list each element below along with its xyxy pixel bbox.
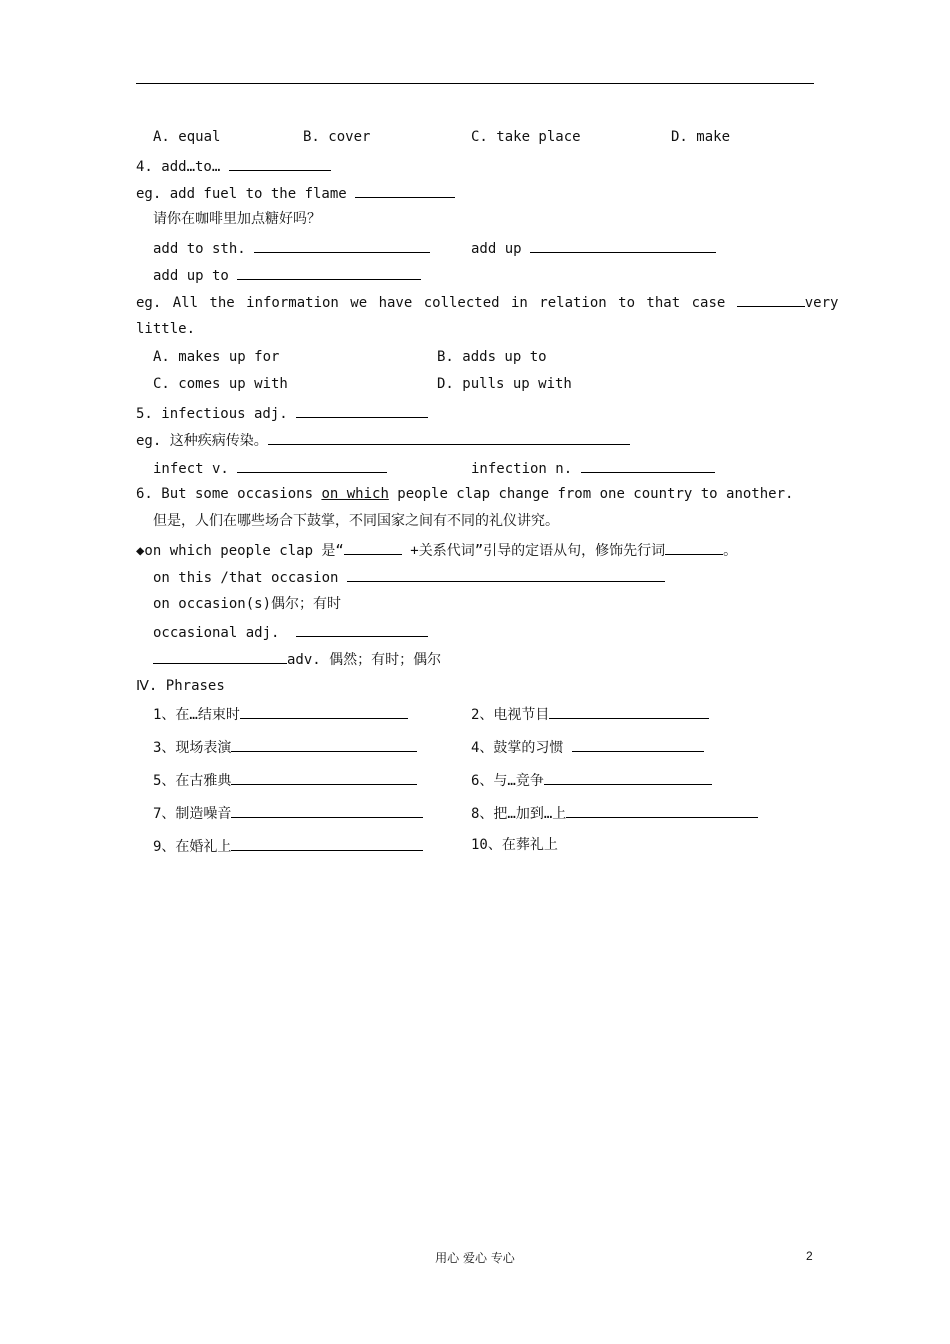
phrase-row xyxy=(471,704,709,724)
phrase-label: 10、在葬礼上 xyxy=(471,837,558,853)
phrases-heading: Ⅳ. Phrases xyxy=(136,678,225,694)
add-to-sth-blank[interactable] xyxy=(254,238,430,253)
phrase-row xyxy=(153,836,423,856)
item4-row xyxy=(136,156,331,176)
item6-text-b: people clap change from one country to another. xyxy=(388,486,794,502)
phrase-blank[interactable] xyxy=(572,737,704,752)
phrase-blank[interactable] xyxy=(240,704,408,719)
item4-option-b: B. adds up to xyxy=(437,349,547,365)
item4-eg2-start: eg. All the information we have collected in relation to that case xyxy=(136,295,726,311)
phrase-label: 6、与…竞争 xyxy=(471,773,544,789)
item5-eg-row xyxy=(136,430,630,450)
item5-eg-blank[interactable] xyxy=(268,430,630,445)
item6-note-blank1[interactable] xyxy=(344,540,402,555)
phrase-label: 2、电视节目 xyxy=(471,707,550,723)
option-c: C. take place xyxy=(471,129,581,145)
phrase-row xyxy=(471,737,704,757)
phrase-label: 9、在婚礼上 xyxy=(153,839,232,855)
on-this-label: on this /that occasion xyxy=(153,570,339,586)
item6-note-a: ◆on which people clap 是“ xyxy=(136,543,344,559)
item5-row xyxy=(136,403,428,423)
on-occasion-line: on occasion(s)偶尔；有时 xyxy=(153,596,342,612)
add-up-blank[interactable] xyxy=(530,238,716,253)
item4-option-c: C. comes up with xyxy=(153,376,288,392)
infection-blank[interactable] xyxy=(581,458,715,473)
infection-label: infection n. xyxy=(471,461,573,477)
infect-row xyxy=(153,458,387,478)
on-this-blank[interactable] xyxy=(347,567,665,582)
phrase-blank[interactable] xyxy=(231,803,423,818)
item6-text-a: 6. But some occasions xyxy=(136,486,322,502)
add-up-to-row xyxy=(153,265,421,285)
header-rule xyxy=(136,83,814,84)
phrase-blank[interactable] xyxy=(549,704,709,719)
add-to-sth-label: add to sth. xyxy=(153,241,246,257)
phrase-row xyxy=(153,737,417,757)
item6-note-c: 。 xyxy=(723,543,738,559)
item4-eg2-line2: little. xyxy=(136,321,196,337)
item5-eg: eg. 这种疾病传染。 xyxy=(136,433,268,449)
add-up-row xyxy=(471,238,716,258)
adv-label: adv. 偶然；有时；偶尔 xyxy=(287,652,442,668)
item6-underlined: on which xyxy=(321,486,389,502)
item4-option-d: D. pulls up with xyxy=(437,376,572,392)
item4-cn-sentence: 请你在咖啡里加点糖好吗？ xyxy=(153,211,321,227)
phrase-label: 7、制造噪音 xyxy=(153,806,232,822)
item5-blank[interactable] xyxy=(296,403,428,418)
infect-label: infect v. xyxy=(153,461,229,477)
item5-title: 5. infectious adj. xyxy=(136,406,288,422)
adv-row xyxy=(153,649,441,669)
option-a: A. equal xyxy=(153,129,221,145)
on-this-row xyxy=(153,567,665,587)
item4-option-a: A. makes up for xyxy=(153,349,280,365)
item6-line1 xyxy=(136,485,793,503)
footer-motto: 用心 爱心 专心 xyxy=(435,1251,515,1265)
item6-line2: 但是，人们在哪些场合下鼓掌，不同国家之间有不同的礼仪讲究。 xyxy=(153,513,559,529)
phrase-label: 5、在古雅典 xyxy=(153,773,232,789)
occasional-row xyxy=(153,622,428,642)
adv-blank[interactable] xyxy=(153,649,287,664)
phrase-row xyxy=(471,836,558,854)
add-up-to-blank[interactable] xyxy=(237,265,421,280)
phrase-blank[interactable] xyxy=(544,770,712,785)
item4-eg1-blank[interactable] xyxy=(355,183,455,198)
item4-eg2-end: very xyxy=(804,295,839,311)
item4-title: 4. add…to… xyxy=(136,159,221,175)
option-b: B. cover xyxy=(303,129,371,145)
phrase-blank[interactable] xyxy=(566,803,758,818)
phrase-label: 8、把…加到…上 xyxy=(471,806,567,822)
item4-eg1: eg. add fuel to the flame xyxy=(136,186,347,202)
phrase-label: 3、现场表演 xyxy=(153,740,232,756)
item6-note-blank2[interactable] xyxy=(665,540,723,555)
add-up-label: add up xyxy=(471,241,522,257)
phrase-row xyxy=(153,770,417,790)
add-up-to-label: add up to xyxy=(153,268,229,284)
phrase-label: 1、在…结束时 xyxy=(153,707,240,723)
item4-eg2-blank[interactable] xyxy=(737,292,805,307)
add-to-sth-row xyxy=(153,238,430,258)
phrase-label: 4、鼓掌的习惯 xyxy=(471,740,564,756)
item4-eg1-row xyxy=(136,183,455,203)
phrase-row xyxy=(471,803,758,823)
infection-row xyxy=(471,458,715,478)
phrase-blank[interactable] xyxy=(231,737,417,752)
infect-blank[interactable] xyxy=(237,458,387,473)
occasional-label: occasional adj. xyxy=(153,625,280,641)
phrase-row xyxy=(153,704,408,724)
item6-note-b: +关系代词”引导的定语从句，修饰先行词 xyxy=(401,543,666,559)
phrase-row xyxy=(471,770,712,790)
phrase-blank[interactable] xyxy=(231,770,417,785)
item4-blank[interactable] xyxy=(229,156,331,171)
occasional-blank[interactable] xyxy=(296,622,428,637)
item6-note xyxy=(136,540,737,560)
option-d: D. make xyxy=(671,129,731,145)
item4-eg2-line1 xyxy=(136,292,838,312)
phrase-row xyxy=(153,803,423,823)
phrase-blank[interactable] xyxy=(231,836,423,851)
page-number: 2 xyxy=(806,1249,813,1263)
